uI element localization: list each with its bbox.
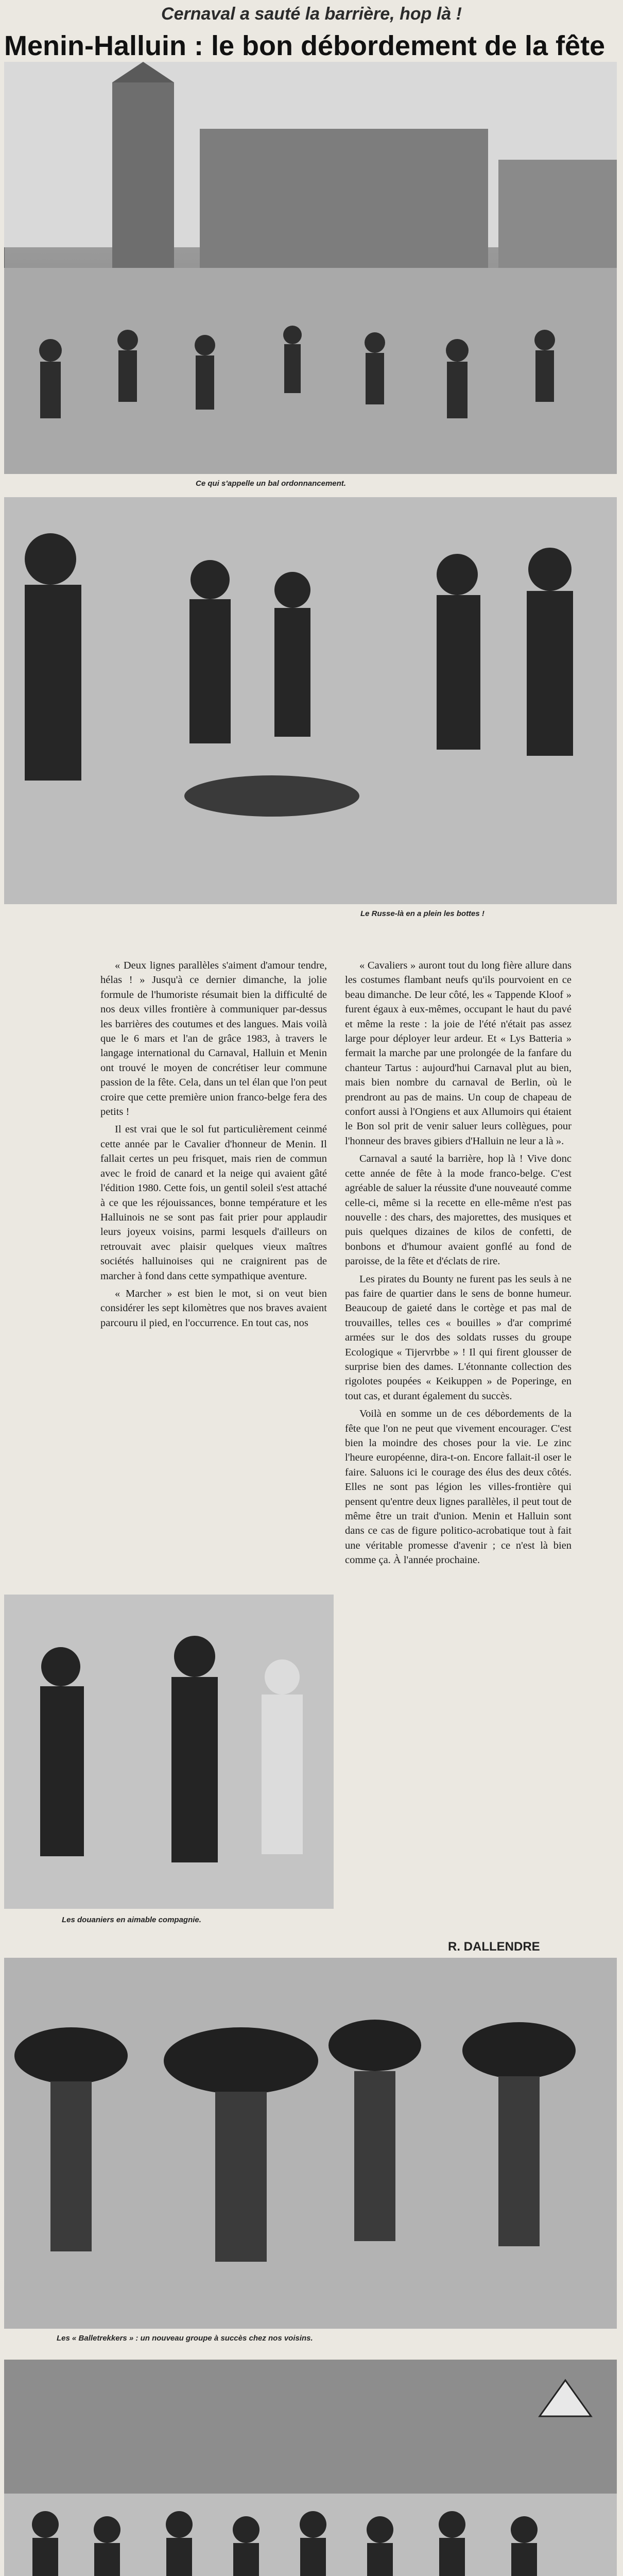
photo-balletrekkers-image — [4, 1958, 617, 2329]
caption-russe: Le Russe-là en a plein les bottes ! — [360, 909, 484, 918]
photo-customs-officers — [4, 1595, 334, 1909]
author-signature: R. DALLENDRE — [448, 1940, 540, 1954]
paragraph: « Marcher » est bien le mot, si on veut bien considérer les sept kilomètres que nos braves avaient parcouru il pied, en l'occurrence. En tout cas, nos — [100, 1287, 327, 1329]
paragraph: « Deux lignes parallèles s'aiment d'amour tendre, hélas ! » Jusqu'à ce dernier dimanche, la jolie formule de l'humoriste résumait bien la difficulté de nos deux villes frontière à communiquer par-dessus les barrières des coutumes et des langues. Mais voilà que le 6 mars et l'an de grâce 1983, à travers le langage international du Carnaval, Halluin et Menin ont trouvé le moyen de concrétiser leur commune passion de la fête. Cela, dans un tel élan que l'on peut croire que cette première union franco-belge fera des petits ! — [100, 960, 327, 1118]
caption-balletrekkers: Les « Balletrekkers » : un nouveau groupe à succès chez nos voisins. — [57, 2334, 313, 2343]
photo-parade-town-hall-image — [4, 62, 617, 474]
photo-crowd-fall — [4, 497, 617, 904]
photo-crowd-fall-image — [4, 497, 617, 904]
photo-allumoirs-image — [4, 2360, 617, 2576]
text-column-left — [100, 958, 327, 1587]
paragraph: Il est vrai que le sol fut particulièrement ceinmé cette année par le Cavalier d'honneur de Menin. Il fallait certes un peu frisquet, mais rien de commun avec le froid de canard et la neige qui avaient gâté l'édition 1980. Cette fois, un gentil soleil s'est attaché à ce que les réjouissances, bonne température et les Halluinois ne se sont pas fait prier pour applaudir leurs joyeux voisins, parmi lesquels d'ailleurs on retrouvait avec plaisir quelques vieux maîtres sociétés halluinoises qui ne craignirent pas de marcher à fond dans cette sympathique aventure. — [100, 1124, 327, 1282]
paragraph: Les pirates du Bounty ne furent pas les seuls à ne pas faire de quartier dans le sens de bonne humeur. Beaucoup de gaieté dans le cortège et pas mal de trouvailles, telles ces « bouilles » d'ar comprimé armées sur le dos des soldats russes du groupe Ecologique « Tijervrbbe » ! Il qui firent glousser de surprise bien des dames. L'étonnante collection des rigolotes poupées « Keikuppen » de Poperinge, en tout cas, et durant également du succès. — [345, 1273, 572, 1402]
photo-customs-officers-image — [4, 1595, 334, 1909]
photo-balletrekkers — [4, 1958, 617, 2329]
caption-parade: Ce qui s'appelle un bal ordonnancement. — [196, 479, 346, 488]
article-headline: Menin-Halluin : le bon débordement de la fête — [4, 30, 605, 61]
photo-allumoirs — [4, 2360, 617, 2576]
text-column-right — [345, 958, 572, 1927]
article-kicker: Cernaval a sauté la barrière, hop là ! — [161, 4, 462, 24]
paragraph: Carnaval a sauté la barrière, hop là ! Vive donc cette année de fête à la mode franco-belge. C'est agréable de saluer la réussite d'une nouveauté comme celle-ci, même si la recette en elle-même n'est pas nouvelle : des chars, des majorettes, des musiques et puis quelques dizaines de kilos de confetti, de bonbons et d'humour avaient gonflé au fond de paroisse, de la fête et d'éclats de rire. — [345, 1153, 572, 1267]
caption-customs: Les douaniers en aimable compagnie. — [62, 1916, 201, 1924]
photo-parade-town-hall — [4, 62, 617, 474]
paragraph: « Cavaliers » auront tout du long fière allure dans les costumes flambant neufs qu'ils pourvoient en ce beau dimanche. De leur côté, les « Tappende Kloof » furent égaux à eux-mêmes, occupant le haut du pavé et même la reste : la joie de l'été n'était pas assez large pour déployer leur ardeur. Et « Lys Batteria » fermait la marche par une prolongée de la fanfare du chanteur Tartus : aujourd'hui Carnaval plut au bien, mais bien nombre du carnaval de Berlin, où le prendront au pas de mains. Un coup de chapeau de confort aussi à l'Ongiens et aux Allumoirs qui étaient le Bon sol prit de venir saluer leurs collègues, pour l'honneur des braves gibiers d'Halluin ne leur a là ». — [345, 960, 572, 1147]
paragraph: Voilà en somme un de ces débordements de la fête que l'on ne peut que vivement encourager. C'est bien la moindre des choses pour la vie. Le zinc l'heure européenne, dira-t-on. Encore fallait-il oser le faire. Saluons ici le courage des élus des deux côtés. Elles ne sont pas légion les villes-frontière qui pensent qu'entre deux lignes parallèles, il peut tout de même être un trait d'union. Menin et Halluin sont dans ce cas de figure politico-acrobatique tout à fait une véritable promesse d'avenir ; ce n'est là bien comme ça. À l'année prochaine. — [345, 1408, 572, 1566]
